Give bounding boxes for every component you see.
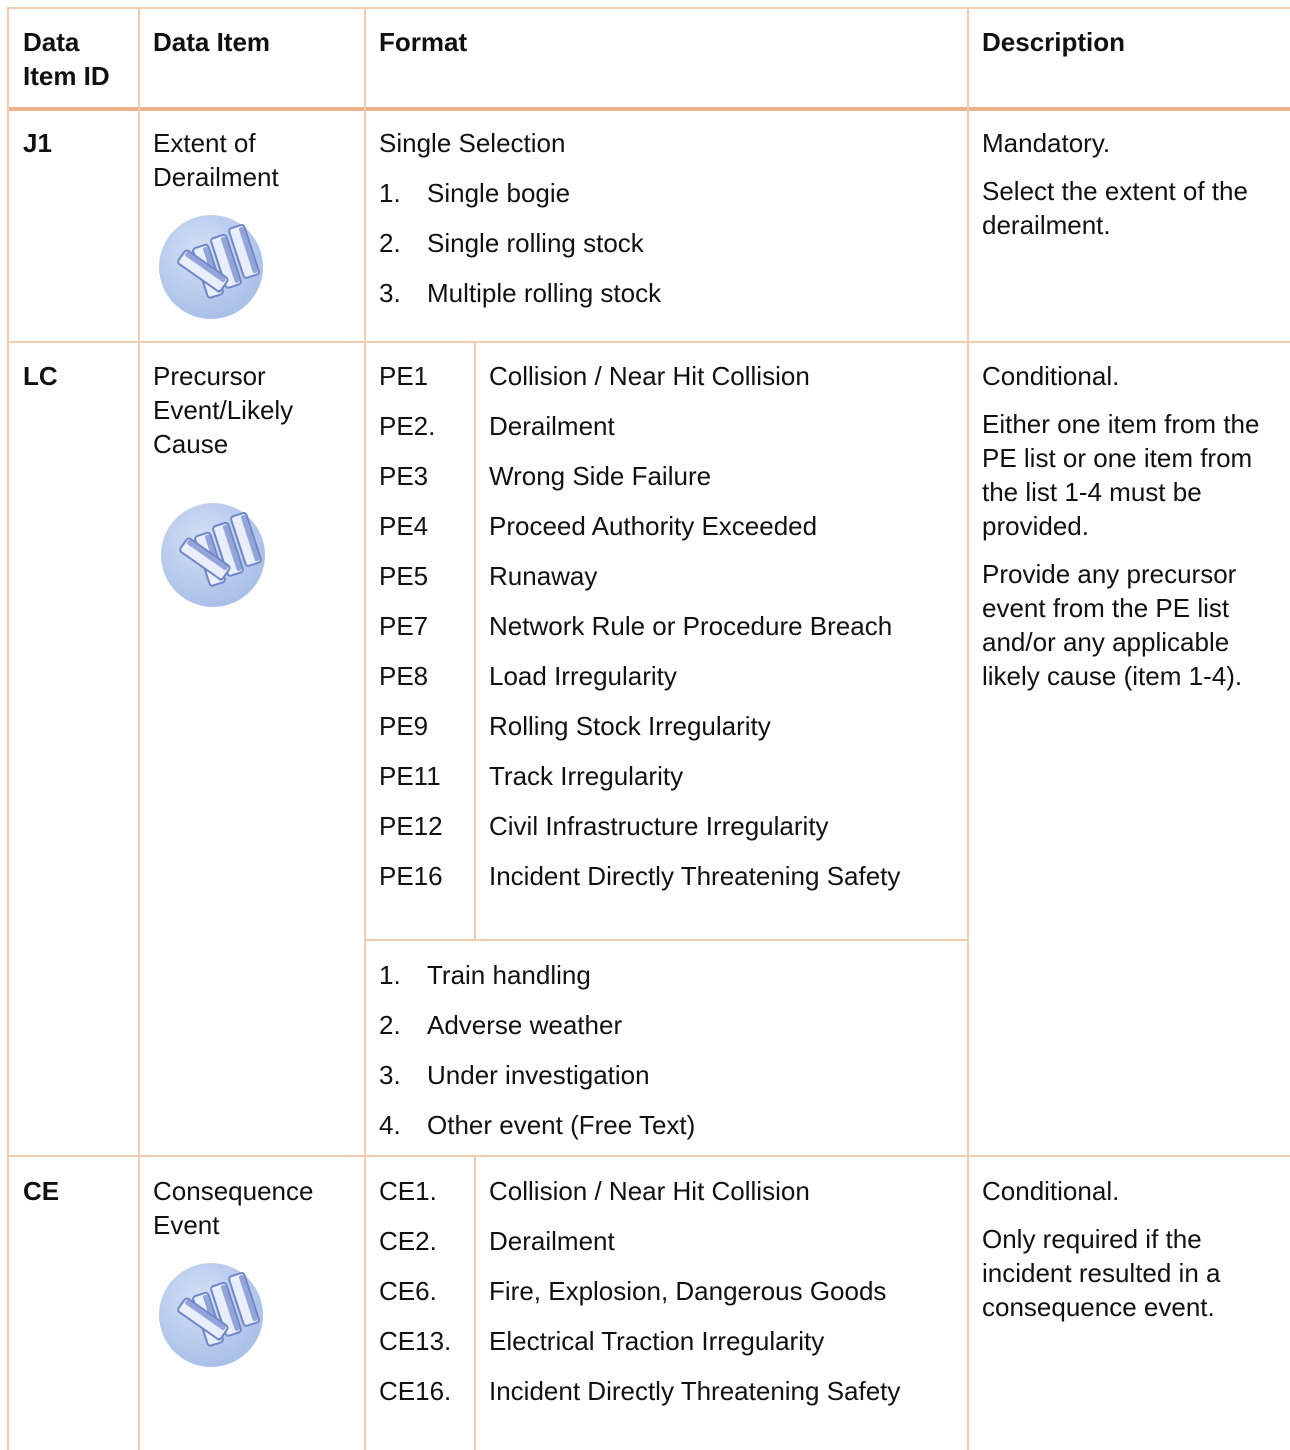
event-code: PE11	[379, 761, 441, 791]
event-code: CE6.	[379, 1276, 437, 1306]
event-code: PE5	[379, 561, 429, 591]
event-code: PE8	[379, 661, 429, 691]
event-code: PE2.	[379, 411, 436, 441]
col-rule	[138, 7, 140, 1450]
likely-cause-list	[379, 958, 695, 1158]
description-ce	[982, 1174, 1282, 1338]
data-item-name: Consequence Event	[153, 1176, 314, 1240]
description-text: Provide any precursor event from the PE list and/or any applicable likely cause (item 1-4).	[982, 559, 1243, 691]
event-label: Collision / Near Hit Collision	[489, 1176, 810, 1206]
event-label: Electrical Traction Irregularity	[489, 1326, 825, 1356]
event-code: PE3	[379, 461, 429, 491]
event-label: Wrong Side Failure	[489, 461, 712, 491]
event-code: PE12	[379, 811, 443, 841]
header-description: Description	[982, 27, 1126, 57]
event-label: Collision / Near Hit Collision	[489, 361, 810, 391]
event-code: CE13.	[379, 1326, 452, 1356]
data-item-name: Precursor Event/Likely Cause	[153, 361, 294, 459]
list-item: 2. Single rolling stock	[379, 228, 644, 258]
data-item-table	[7, 7, 1290, 1450]
list-item: 3. Multiple rolling stock	[379, 278, 662, 308]
event-label: Network Rule or Procedure Breach	[489, 611, 893, 641]
description-text: Select the extent of the derailment.	[982, 176, 1248, 240]
event-label: Load Irregularity	[489, 661, 677, 691]
description-text: Either one item from the PE list or one item from the list 1-4 must be provided.	[982, 409, 1260, 541]
description-lc	[982, 359, 1282, 707]
header-rule	[7, 107, 1290, 111]
list-item: 1. Single bogie	[379, 178, 571, 208]
list-item: 3. Under investigation	[379, 1060, 650, 1090]
event-label: Runaway	[489, 561, 598, 591]
row-id-ce: CE	[23, 1176, 60, 1206]
event-label: Fire, Explosion, Dangerous Goods	[489, 1276, 887, 1306]
event-label: Incident Directly Threatening Safety	[489, 1376, 901, 1406]
event-label: Derailment	[489, 1226, 615, 1256]
row-rule	[7, 341, 1290, 343]
event-code: PE1	[379, 361, 429, 391]
description-text: Conditional.	[982, 1176, 1120, 1206]
data-item-name: Extent of Derailment	[153, 128, 279, 192]
event-label: Proceed Authority Exceeded	[489, 511, 818, 541]
description-text: Conditional.	[982, 361, 1120, 391]
event-label: Derailment	[489, 411, 615, 441]
domino-icon	[157, 1259, 265, 1371]
event-code: CE1.	[379, 1176, 437, 1206]
header-format: Format	[379, 27, 468, 57]
row-id-lc: LC	[23, 361, 58, 391]
col-rule	[364, 7, 366, 1450]
table-top-rule	[7, 7, 1290, 9]
event-label: Civil Infrastructure Irregularity	[489, 811, 829, 841]
description-text: Mandatory.	[982, 128, 1111, 158]
domino-icon	[159, 499, 267, 611]
domino-icon	[157, 211, 265, 323]
col-rule	[967, 7, 969, 1450]
list-item: 4. Other event (Free Text)	[379, 1110, 696, 1140]
sub-rule	[365, 939, 967, 941]
list-item: 2. Adverse weather	[379, 1010, 623, 1040]
event-label: Track Irregularity	[489, 761, 684, 791]
event-label: Incident Directly Threatening Safety	[489, 861, 901, 891]
event-code: PE9	[379, 711, 429, 741]
event-label: Rolling Stock Irregularity	[489, 711, 771, 741]
col-rule	[7, 7, 9, 1450]
description-j1	[982, 126, 1282, 256]
event-code: PE7	[379, 611, 429, 641]
header-data-item-id: Data Item ID	[23, 27, 110, 91]
header-data-item: Data Item	[153, 27, 271, 57]
event-code: PE16	[379, 861, 443, 891]
event-code: PE4	[379, 511, 429, 541]
event-code: CE2.	[379, 1226, 437, 1256]
extent-options-list	[379, 176, 661, 326]
format-title: Single Selection	[379, 128, 566, 158]
row-id-j1: J1	[23, 128, 52, 158]
list-item: 1. Train handling	[379, 960, 591, 990]
event-code: CE16.	[379, 1376, 452, 1406]
description-text: Only required if the incident resulted in a consequence event.	[982, 1224, 1221, 1322]
